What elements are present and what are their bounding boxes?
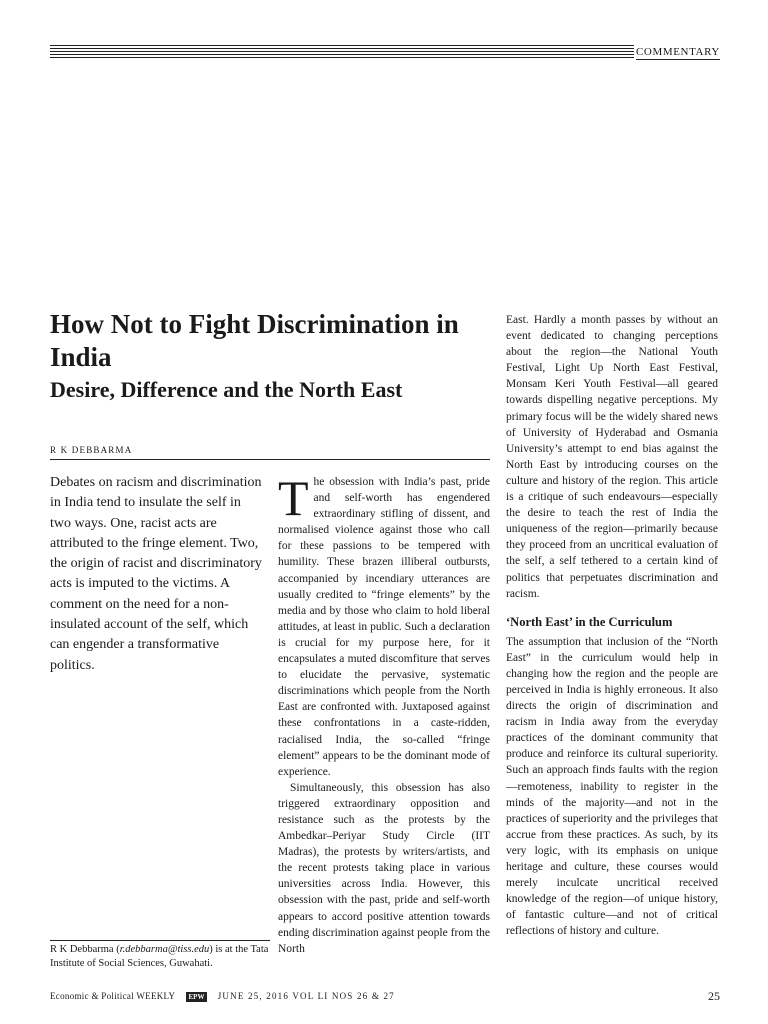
article-title: How Not to Fight Discrimination in India	[50, 309, 459, 372]
section-label: COMMENTARY	[636, 46, 720, 58]
author-note-prefix: R K Debbarma (	[50, 944, 120, 955]
publication-name: Economic & Political WEEKLY	[50, 991, 176, 1001]
article-abstract	[50, 473, 265, 676]
author-note	[50, 940, 270, 971]
epw-logo: EPW	[186, 992, 208, 1002]
body-paragraph-2-start: Simultaneously, this obsession has also triggered extraordinary opposition and resistance such as the protests by the Ambedkar–Periyar Study Circle (IIT Madras), the protests by writers/artists, and the recent protests taking place in various universities across India. However, this obsession with the past, pride and self-worth appears to accord positive attention towards ending discrimination against people from the North	[278, 781, 490, 955]
author-note-suffix: ) is at the Tata Institute of Social Sciences, Guwahati.	[50, 944, 269, 969]
abstract-text: Debates on racism and discrimination in India tend to insulate the self in two ways. One, racist acts are attributed to the fringe element. Two, the origin of racist and discriminatory acts is imputed to the victims. A comment on the need for a non-insulated account of the self, which can engender a transformative politics.	[50, 475, 262, 673]
author-byline: R K DEBBARMA	[50, 445, 490, 460]
article-subtitle: Desire, Difference and the North East	[50, 377, 403, 402]
body-paragraph-1-text: he obsession with India’s past, pride and self-worth has engendered extraordinary stifling of dissent, and normalised violence against those who call for these passions to be tempered with humility. These brazen illiberal outbursts, accompanied by incendiary utterances are usually credited to “fringe elements” by the media and by those who claim to hold liberal attitudes, at least in public. Such a declaration is crucial for my purpose here, for it encapsulates a muted discomfiture that serves to elucidate the pervasive, systematic discriminations which people from the North East are confronted with. Juxtaposed against these confrontations in a caste-ridden, racialised India, the so-called “fringe element” appears to be the dominant mode of experience.	[278, 476, 490, 778]
page-number: 25	[708, 989, 720, 1003]
author-email: r.debbarma@tiss.edu	[119, 944, 210, 955]
drop-cap: T	[278, 470, 309, 526]
header-rules	[50, 45, 634, 59]
body-paragraph-2-end: East. Hardly a month passes by without an event dedicated to changing perceptions about the region—the National Youth Festival, Light Up North East Festival, Monsam Keri Youth Festival—all geared towards dispelling negative perceptions. My primary focus will be the widely shared news of University of Hyderabad and Osmania University’s attempt to end bias against the North East by introducing courses on the culture and history of the region. This article is a critique of such endeavours—especially the desire to teach the rest of India the uniqueness of the region—primarily because they proceed from an uncritical evaluation of the self, a self tethered to a certain kind of politics that perpetuates discrimination and racism.	[506, 314, 718, 600]
page-footer	[50, 988, 720, 1004]
issue-info: JUNE 25, 2016 VOL LI NOS 26 & 27	[217, 991, 395, 1001]
body-column-middle	[278, 470, 490, 957]
body-paragraph-3: The assumption that inclusion of the “North East” in the curriculum would help in changing how the region and the people are perceived in India is highly erroneous. It also directs the origin of discrimination and racism in India away from the everyday practices of the dominant community that produce and reinforce its cultural superiority. Such an approach finds faults with the region—remoteness, inability to register in the minds of the majority—and not in the practices of superiority and the privileges that accrue from these practices. As such, by its very logic, with its emphasis on unique heritage and culture, these courses would merely inculcate uncritical received knowledge of the region—of unique history, of fantastic culture—and not of critical reflections of history and culture.	[506, 635, 718, 938]
section-subhead: ‘North East’ in the Curriculum	[506, 614, 673, 629]
body-paragraph-1	[278, 470, 490, 780]
body-column-right	[506, 312, 718, 939]
